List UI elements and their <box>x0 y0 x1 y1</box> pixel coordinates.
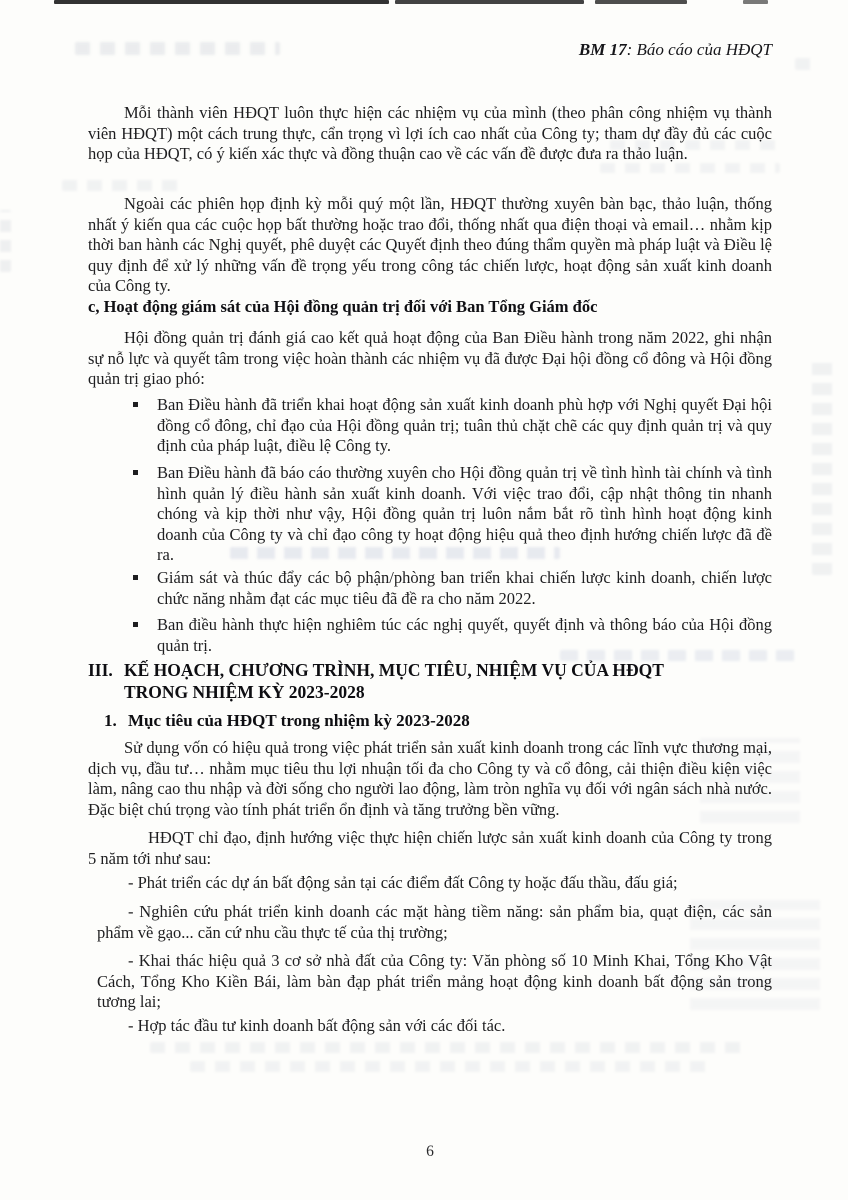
bullet-item <box>88 615 772 656</box>
section-1-number: 1. <box>104 711 117 730</box>
dash-item: - Hợp tác đầu tư kinh doanh bất động sản với các đối tác. <box>128 1016 506 1035</box>
dash-item: - Khai thác hiệu quả 3 cơ sở nhà đất của Công ty: Văn phòng số 10 Minh Khai, Tổng Kho Vật Cách, Tổng Kho Kiền Bái, làm bàn đạp phát triển mảng hoạt động kinh doanh bất động sản trong tương lai; <box>97 951 772 1011</box>
square-bullet-icon <box>133 575 138 580</box>
bullet-item <box>88 395 772 457</box>
form-code: BM 17 <box>578 40 627 59</box>
bullet-text: Ban Điều hành đã triển khai hoạt động sản xuất kinh doanh phù hợp với Nghị quyết Đại hội đồng cổ đông, chỉ đạo của Hội đồng quản trị; tuân thủ chặt chẽ các quy định quản trị và quy định của pháp luật, điều lệ Công ty. <box>157 395 772 455</box>
section-1-title: Mục tiêu của HĐQT trong nhiệm kỳ 2023-2028 <box>128 711 470 730</box>
paragraph-duties: Mỗi thành viên HĐQT luôn thực hiện các nhiệm vụ của mình (theo phân công nhiệm vụ thành viên HĐQT) một cách trung thực, cẩn trọng vì lợi ích cao nhất của Công ty; tham dự đầy đủ các cuộc họp của HĐQT, có ý kiến xác thực và đồng thuận cao về các vấn đề được đưa ra thảo luận. <box>88 103 772 163</box>
paragraph-evaluation: Hội đồng quản trị đánh giá cao kết quả hoạt động của Ban Điều hành trong năm 2022, ghi nhận sự nỗ lực và quyết tâm trong việc hoàn thành các nhiệm vụ đã được Đại hội đồng cổ đông và Hội đồng quản trị giao phó: <box>88 328 772 388</box>
dash-item: - Nghiên cứu phát triển kinh doanh các mặt hàng tiềm năng: sản phẩm bia, quạt điện, các sản phẩm về gạo... căn cứ nhu cầu thực tế của thị trường; <box>97 902 772 942</box>
bullet-item <box>88 463 772 566</box>
bullet-text: Ban điều hành thực hiện nghiêm túc các nghị quyết, quyết định và thông báo của Hội đồng quản trị. <box>157 615 772 655</box>
section-iii-heading <box>88 659 698 703</box>
bullet-text: Giám sát và thúc đẩy các bộ phận/phòng ban triển khai chiến lược kinh doanh, chiến lược chức năng nhằm đạt các mục tiêu đã đề ra cho năm 2022. <box>157 568 772 608</box>
dash-item: - Phát triển các dự án bất động sản tại các điểm đất Công ty hoặc đấu thầu, đấu giá; <box>128 873 678 892</box>
page-number: 6 <box>426 1143 434 1160</box>
page-header <box>0 40 772 60</box>
square-bullet-icon <box>133 402 138 407</box>
section-iii-title: KẾ HOẠCH, CHƯƠNG TRÌNH, MỤC TIÊU, NHIỆM VỤ CỦA HĐQT TRONG NHIỆM KỲ 2023-2028 <box>124 660 664 702</box>
paragraph-meetings: Ngoài các phiên họp định kỳ mỗi quý một lần, HĐQT thường xuyên bàn bạc, thảo luận, thống nhất ý kiến qua các cuộc họp bất thường hoặc trao đổi, thống nhất qua điện thoại và email… nhằm kịp thời ban hành các Nghị quyết, phê duyệt các Quyết định theo đúng thẩm quyền mà pháp luật và Điều lệ quy định để xử lý những vấn đề trọng yếu trong công tác chiến lược, hoạt động sản xuất kinh doanh của Công ty. <box>88 194 772 295</box>
form-title: : Báo cáo của HĐQT <box>626 40 772 59</box>
section-c-heading: c, Hoạt động giám sát của Hội đồng quản trị đối với Ban Tổng Giám đốc <box>88 297 598 316</box>
square-bullet-icon <box>133 470 138 475</box>
section-1-heading <box>104 711 724 731</box>
square-bullet-icon <box>133 622 138 627</box>
paragraph-objectives: Sử dụng vốn có hiệu quả trong việc phát triển sản xuất kinh doanh trong các lĩnh vực thương mại, dịch vụ, đầu tư… nhằm mục tiêu thu lợi nhuận tối đa cho Công ty và cổ đông, cải thiện điều kiện việc làm, nâng cao thu nhập và đời sống cho người lao động, làm tròn nghĩa vụ đối với ngân sách nhà nước. Đặc biệt chú trọng vào tính phát triển ổn định và tăng trưởng bền vững. <box>88 738 772 819</box>
section-iii-number: III. <box>88 660 113 680</box>
bullet-text: Ban Điều hành đã báo cáo thường xuyên cho Hội đồng quản trị về tình hình tài chính và tình hình quản lý điều hành sản xuất kinh doanh. Với việc trao đổi, cập nhật thông tin nhanh chóng và kịp thời như vậy, Hội đồng quản trị luôn nắm bắt rõ tình hình hoạt động kinh doanh của Công ty và chỉ đạo công ty hoạt động hiệu quả theo định hướng chiến lược đã đề ra. <box>157 463 772 564</box>
bullet-item <box>88 568 772 609</box>
paragraph-direction: HĐQT chỉ đạo, định hướng việc thực hiện chiến lược sản xuất kinh doanh của Công ty trong 5 năm tới như sau: <box>88 828 772 868</box>
